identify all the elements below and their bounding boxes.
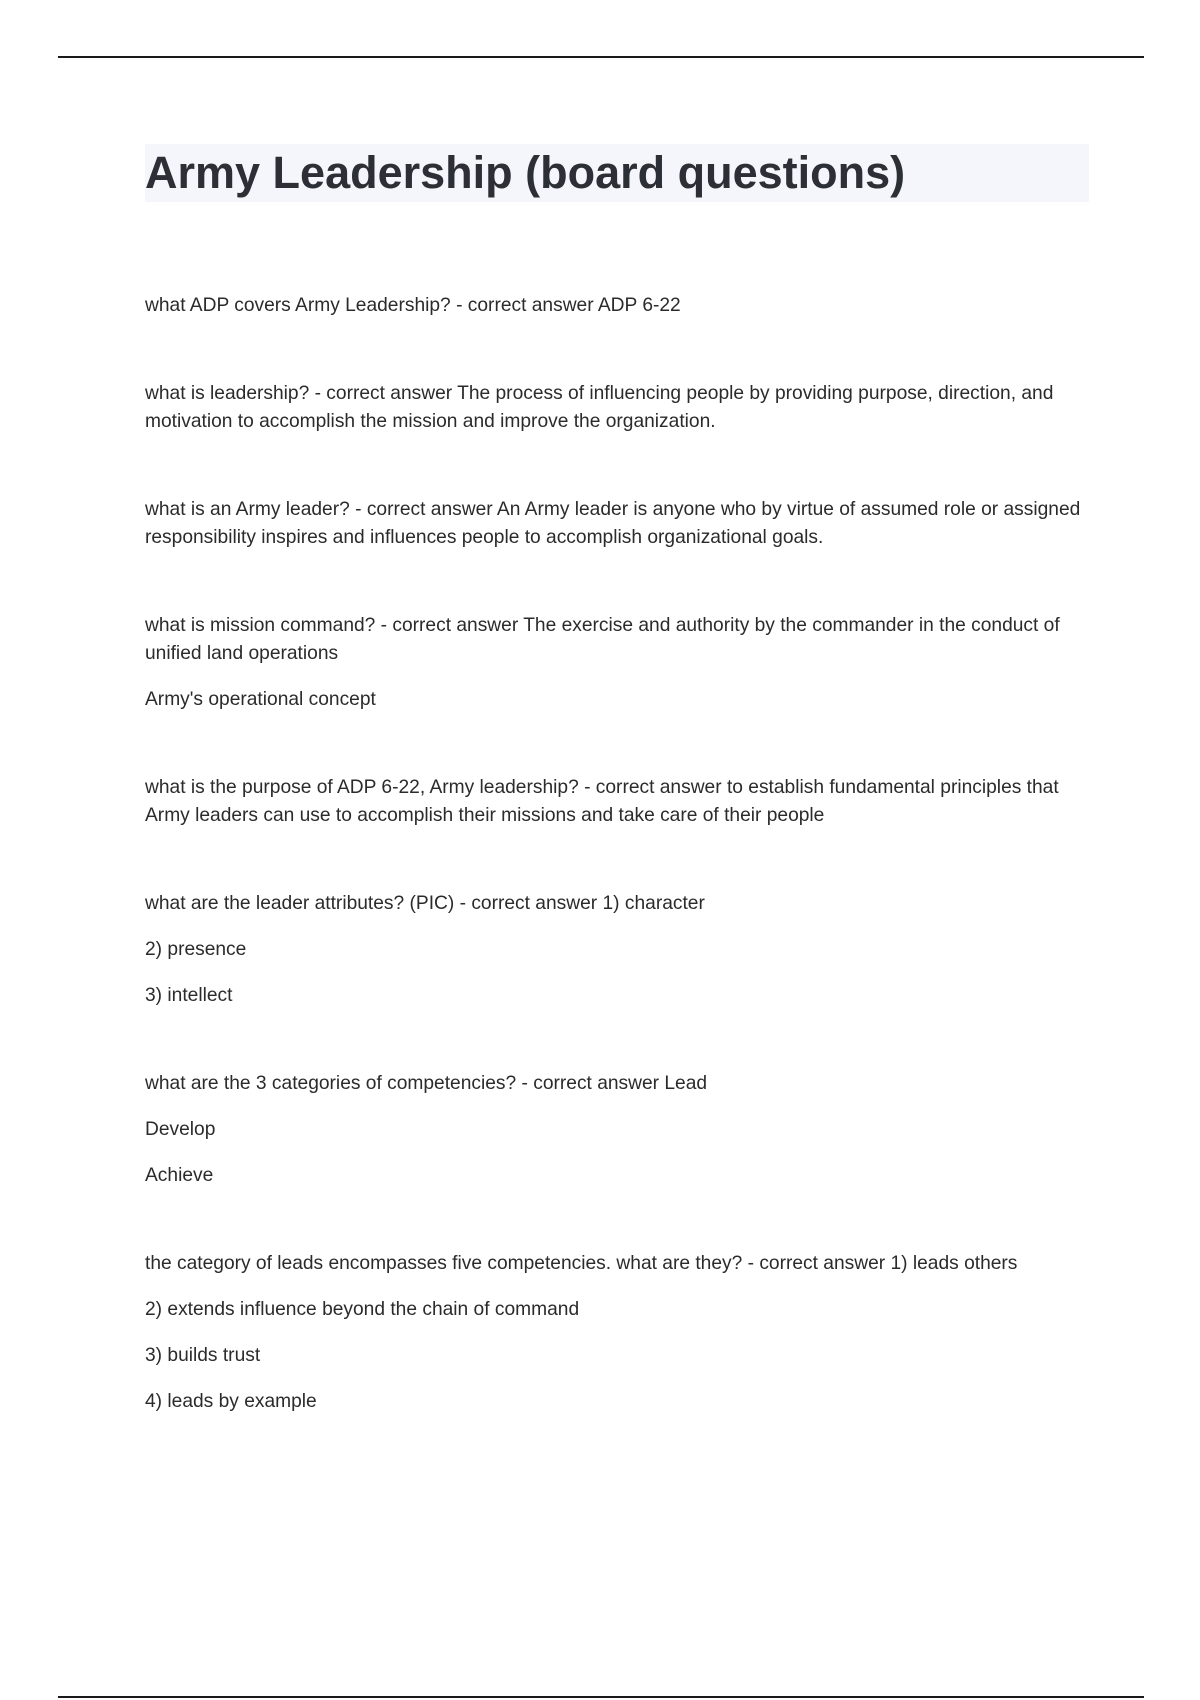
qa-text: the category of leads encompasses five competencies. what are they? - correct answer 1) leads others xyxy=(145,1253,1018,1274)
qa-text: what are the 3 categories of competencies? - correct answer Lead xyxy=(145,1073,708,1094)
qa-entry-mission-command xyxy=(145,612,1085,714)
qa-entry-army-leader xyxy=(145,496,1085,552)
qa-text: what is an Army leader? - correct answer An Army leader is anyone who by virtue of assumed role or assigned responsibility inspires and influences people to accomplish organizational goals. xyxy=(145,499,1081,548)
qa-entry-attributes xyxy=(145,890,1085,1010)
qa-entry-adp xyxy=(145,292,1085,320)
qa-extra-line: 3) intellect xyxy=(145,985,233,1006)
qa-text: what is leadership? - correct answer The process of influencing people by providing purpose, direction, and motivation to accomplish the mission and improve the organization. xyxy=(145,383,1054,432)
qa-entry-leads-competencies xyxy=(145,1250,1085,1416)
qa-entry-purpose xyxy=(145,774,1085,830)
top-rule xyxy=(58,56,1144,58)
qa-text: what is mission command? - correct answer The exercise and authority by the commander in the conduct of unified land operations xyxy=(145,615,1060,664)
qa-extra-line: 4) leads by example xyxy=(145,1391,317,1412)
bottom-rule xyxy=(58,1696,1144,1698)
qa-extra-line: Army's operational concept xyxy=(145,689,376,710)
qa-text: what are the leader attributes? (PIC) - correct answer 1) character xyxy=(145,893,705,914)
qa-extra-line: 2) extends influence beyond the chain of command xyxy=(145,1299,580,1320)
qa-entry-leadership xyxy=(145,380,1085,436)
qa-text: what ADP covers Army Leadership? - correct answer ADP 6-22 xyxy=(145,295,681,316)
qa-extra-line: 3) builds trust xyxy=(145,1345,261,1366)
document-title: Army Leadership (board questions) xyxy=(145,147,906,198)
qa-extra-line: Develop xyxy=(145,1119,216,1140)
qa-extra-line: Achieve xyxy=(145,1165,214,1186)
qa-text: what is the purpose of ADP 6-22, Army leadership? - correct answer to establish fundamental principles that Army leaders can use to accomplish their missions and take care of their people xyxy=(145,777,1059,826)
qa-extra-line: 2) presence xyxy=(145,939,247,960)
qa-entry-competency-categories xyxy=(145,1070,1085,1190)
question-list xyxy=(145,292,1085,1476)
